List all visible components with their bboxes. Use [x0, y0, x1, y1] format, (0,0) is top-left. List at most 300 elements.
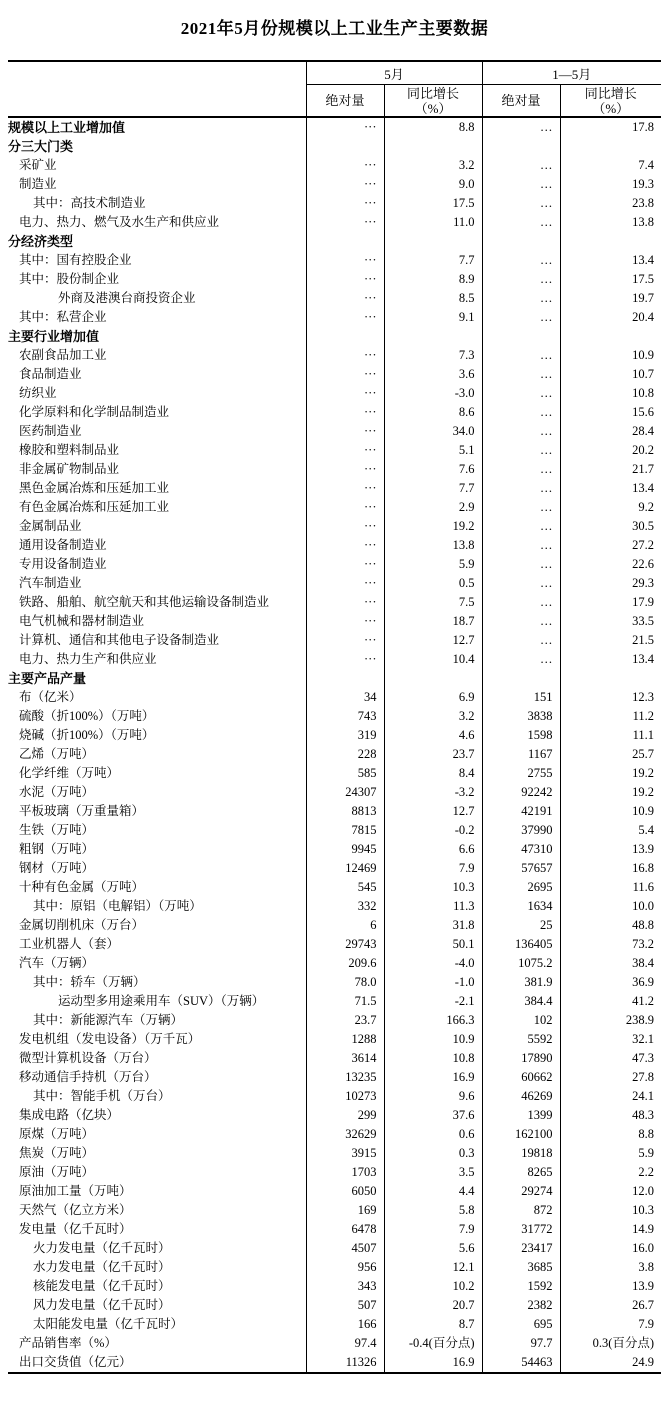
row-label: 其中：新能源汽车（万辆） [33, 1013, 184, 1027]
row-label: 乙烯（万吨） [19, 747, 95, 761]
table-row [8, 593, 661, 612]
cum-growth-value: 17.8 [560, 117, 661, 137]
may-absolute-value: ··· [306, 498, 384, 517]
may-absolute-value: 34 [306, 688, 384, 707]
may-growth-value: 3.6 [384, 365, 482, 384]
cum-absolute-value: … [482, 403, 560, 422]
may-growth-value: 5.8 [384, 1201, 482, 1220]
may-growth-value: 9.1 [384, 308, 482, 327]
cum-absolute-value: 57657 [482, 859, 560, 878]
row-label: 粗钢（万吨） [19, 842, 95, 856]
table-row [8, 517, 661, 536]
cum-absolute-value: … [482, 289, 560, 308]
cum-absolute-value: 23417 [482, 1239, 560, 1258]
cum-absolute-value: … [482, 517, 560, 536]
table-row [8, 1258, 661, 1277]
may-absolute-value: ··· [306, 479, 384, 498]
may-growth-value: 13.8 [384, 536, 482, 555]
cum-growth-value: 48.3 [560, 1106, 661, 1125]
cum-absolute-value: 97.7 [482, 1334, 560, 1353]
cum-absolute-value: 1075.2 [482, 954, 560, 973]
row-label: 天然气（亿立方米） [19, 1203, 132, 1217]
may-absolute-value: ··· [306, 308, 384, 327]
may-absolute-value: 71.5 [306, 992, 384, 1011]
cum-absolute-value: 31772 [482, 1220, 560, 1239]
cum-growth-value: 10.7 [560, 365, 661, 384]
may-absolute-value: 332 [306, 897, 384, 916]
row-label: 化学原料和化学制品制造业 [19, 405, 170, 419]
row-label: 电气机械和器材制造业 [19, 614, 145, 628]
may-growth-value: 0.6 [384, 1125, 482, 1144]
may-absolute-value: 29743 [306, 935, 384, 954]
row-label: 金属制品业 [19, 519, 82, 533]
cum-absolute-value: … [482, 574, 560, 593]
cum-growth-value: 14.9 [560, 1220, 661, 1239]
cum-absolute-value: 1399 [482, 1106, 560, 1125]
cum-growth-value: 29.3 [560, 574, 661, 593]
row-label: 其中：私营企业 [19, 310, 107, 324]
row-label: 医药制造业 [19, 424, 82, 438]
table-header [8, 61, 661, 117]
row-label: 工业机器人（套） [19, 937, 120, 951]
row-label: 橡胶和塑料制品业 [19, 443, 120, 457]
table-row [8, 631, 661, 650]
may-growth-value [384, 327, 482, 346]
may-growth-value: 0.3 [384, 1144, 482, 1163]
cum-absolute-value [482, 137, 560, 156]
cum-growth-value: 47.3 [560, 1049, 661, 1068]
may-absolute-value: ··· [306, 631, 384, 650]
cum-absolute-value: … [482, 270, 560, 289]
may-absolute-value [306, 137, 384, 156]
table-row [8, 327, 661, 346]
may-growth-value: 9.0 [384, 175, 482, 194]
may-absolute-value: ··· [306, 403, 384, 422]
row-label: 专用设备制造业 [19, 557, 107, 571]
may-absolute-value: 3915 [306, 1144, 384, 1163]
may-growth-value: 12.7 [384, 802, 482, 821]
may-growth-value: 10.2 [384, 1277, 482, 1296]
cum-absolute-value: 695 [482, 1315, 560, 1334]
may-growth-value [384, 232, 482, 251]
row-label: 其中：高技术制造业 [33, 196, 146, 210]
table-row [8, 251, 661, 270]
may-growth-value: 10.8 [384, 1049, 482, 1068]
row-label: 平板玻璃（万重量箱） [19, 804, 145, 818]
may-absolute-value: 9945 [306, 840, 384, 859]
cum-absolute-value: 29274 [482, 1182, 560, 1201]
cum-absolute-value: … [482, 251, 560, 270]
cum-growth-value: 20.4 [560, 308, 661, 327]
cum-absolute-value: 2755 [482, 764, 560, 783]
header-growth-line2: （%） [414, 100, 452, 116]
cum-growth-value: 30.5 [560, 517, 661, 536]
cum-growth-value: 13.8 [560, 213, 661, 232]
table-row [8, 1068, 661, 1087]
cum-absolute-value: … [482, 175, 560, 194]
table-row [8, 403, 661, 422]
cum-absolute-value: … [482, 612, 560, 631]
cum-absolute-value: … [482, 308, 560, 327]
cum-absolute-value: 151 [482, 688, 560, 707]
may-growth-value: 11.0 [384, 213, 482, 232]
may-absolute-value: 24307 [306, 783, 384, 802]
table-row [8, 1144, 661, 1163]
cum-growth-value: 12.3 [560, 688, 661, 707]
table-row [8, 935, 661, 954]
table-row [8, 745, 661, 764]
table-row [8, 498, 661, 517]
cum-absolute-value: 46269 [482, 1087, 560, 1106]
may-absolute-value: ··· [306, 574, 384, 593]
cum-growth-value: 13.4 [560, 650, 661, 669]
cum-growth-value: 13.4 [560, 479, 661, 498]
cum-absolute-value: 5592 [482, 1030, 560, 1049]
table-row [8, 1220, 661, 1239]
table-row [8, 555, 661, 574]
table-row [8, 1182, 661, 1201]
header-may-growth [384, 85, 482, 118]
cum-growth-value: 21.5 [560, 631, 661, 650]
may-absolute-value: 1703 [306, 1163, 384, 1182]
may-absolute-value: 585 [306, 764, 384, 783]
may-absolute-value: 1288 [306, 1030, 384, 1049]
table-row [8, 574, 661, 593]
may-absolute-value: ··· [306, 384, 384, 403]
may-absolute-value: ··· [306, 612, 384, 631]
row-label: 制造业 [19, 177, 57, 191]
may-growth-value: 3.2 [384, 156, 482, 175]
may-absolute-value: ··· [306, 213, 384, 232]
cum-absolute-value: 384.4 [482, 992, 560, 1011]
may-growth-value [384, 669, 482, 688]
cum-absolute-value: … [482, 460, 560, 479]
may-absolute-value: 78.0 [306, 973, 384, 992]
cum-absolute-value: 1592 [482, 1277, 560, 1296]
cum-growth-value: 10.3 [560, 1201, 661, 1220]
cum-absolute-value: … [482, 384, 560, 403]
table-row [8, 156, 661, 175]
header-cum-absolute: 绝对量 [482, 85, 560, 118]
table-body [8, 117, 661, 1373]
table-row [8, 365, 661, 384]
table-row [8, 612, 661, 631]
table-row [8, 650, 661, 669]
header-corner-cell [8, 61, 306, 117]
cum-absolute-value: … [482, 536, 560, 555]
cum-growth-value: 22.6 [560, 555, 661, 574]
may-absolute-value: ··· [306, 422, 384, 441]
cum-growth-value: 24.1 [560, 1087, 661, 1106]
cum-absolute-value: 19818 [482, 1144, 560, 1163]
row-label: 通用设备制造业 [19, 538, 107, 552]
cum-absolute-value: 54463 [482, 1353, 560, 1373]
may-growth-value: 9.6 [384, 1087, 482, 1106]
may-absolute-value: ··· [306, 365, 384, 384]
may-growth-value: 8.8 [384, 117, 482, 137]
cum-absolute-value: 37990 [482, 821, 560, 840]
table-row [8, 137, 661, 156]
cum-growth-value: 27.2 [560, 536, 661, 555]
cum-absolute-value [482, 669, 560, 688]
row-label: 焦炭（万吨） [19, 1146, 95, 1160]
cum-absolute-value: … [482, 479, 560, 498]
cum-absolute-value: … [482, 156, 560, 175]
table-row [8, 821, 661, 840]
table-row [8, 1315, 661, 1334]
cum-absolute-value: 872 [482, 1201, 560, 1220]
cum-absolute-value: … [482, 555, 560, 574]
row-label: 微型计算机设备（万台） [19, 1051, 157, 1065]
may-absolute-value: ··· [306, 289, 384, 308]
may-absolute-value: 7815 [306, 821, 384, 840]
cum-absolute-value: … [482, 422, 560, 441]
table-row [8, 992, 661, 1011]
row-label: 生铁（万吨） [19, 823, 95, 837]
cum-absolute-value: 47310 [482, 840, 560, 859]
cum-growth-value: 11.2 [560, 707, 661, 726]
cum-growth-value: 19.2 [560, 783, 661, 802]
cum-absolute-value: … [482, 194, 560, 213]
may-absolute-value: 6050 [306, 1182, 384, 1201]
may-growth-value: 8.7 [384, 1315, 482, 1334]
table-row [8, 783, 661, 802]
may-growth-value [384, 137, 482, 156]
may-absolute-value [306, 232, 384, 251]
may-absolute-value: ··· [306, 346, 384, 365]
table-row [8, 536, 661, 555]
cum-growth-value: 20.2 [560, 441, 661, 460]
header-cum-growth [560, 85, 661, 118]
may-absolute-value: ··· [306, 536, 384, 555]
may-absolute-value: 209.6 [306, 954, 384, 973]
cum-absolute-value [482, 327, 560, 346]
table-row [8, 669, 661, 688]
may-absolute-value [306, 669, 384, 688]
row-label: 采矿业 [19, 158, 57, 172]
may-absolute-value: ··· [306, 517, 384, 536]
may-growth-value: 7.7 [384, 251, 482, 270]
may-absolute-value: 10273 [306, 1087, 384, 1106]
cum-growth-value: 16.8 [560, 859, 661, 878]
cum-absolute-value: 381.9 [482, 973, 560, 992]
cum-growth-value: 19.3 [560, 175, 661, 194]
cum-absolute-value: 1167 [482, 745, 560, 764]
cum-growth-value: 73.2 [560, 935, 661, 954]
may-absolute-value: 12469 [306, 859, 384, 878]
may-growth-value: 8.4 [384, 764, 482, 783]
may-growth-value: 5.6 [384, 1239, 482, 1258]
may-absolute-value: ··· [306, 194, 384, 213]
may-absolute-value: 97.4 [306, 1334, 384, 1353]
may-absolute-value: 8813 [306, 802, 384, 821]
cum-growth-value: 7.9 [560, 1315, 661, 1334]
cum-absolute-value: … [482, 631, 560, 650]
row-label: 钢材（万吨） [19, 861, 95, 875]
may-absolute-value: 545 [306, 878, 384, 897]
row-label: 火力发电量（亿千瓦时） [33, 1241, 171, 1255]
cum-absolute-value: … [482, 650, 560, 669]
table-row [8, 289, 661, 308]
row-label: 发电机组（发电设备）（万千瓦） [19, 1032, 201, 1046]
table-row [8, 859, 661, 878]
page-title: 2021年5月份规模以上工业生产主要数据 [180, 19, 489, 38]
cum-absolute-value: … [482, 498, 560, 517]
cum-growth-value: 11.6 [560, 878, 661, 897]
row-label: 其中：国有控股企业 [19, 253, 132, 267]
cum-growth-value: 17.5 [560, 270, 661, 289]
cum-absolute-value: … [482, 365, 560, 384]
table-row [8, 441, 661, 460]
cum-growth-value: 27.8 [560, 1068, 661, 1087]
may-growth-value: 5.1 [384, 441, 482, 460]
row-label: 产品销售率（%） [19, 1336, 117, 1350]
may-growth-value: 12.7 [384, 631, 482, 650]
cum-absolute-value: 1598 [482, 726, 560, 745]
cum-growth-value: 33.5 [560, 612, 661, 631]
row-label: 原油加工量（万吨） [19, 1184, 132, 1198]
cum-growth-value: 25.7 [560, 745, 661, 764]
row-label: 太阳能发电量（亿千瓦时） [33, 1317, 184, 1331]
cum-absolute-value: 136405 [482, 935, 560, 954]
may-absolute-value: ··· [306, 460, 384, 479]
table-row [8, 1049, 661, 1068]
row-label: 汽车（万辆） [19, 956, 95, 970]
row-label: 原油（万吨） [19, 1165, 95, 1179]
table-row [8, 726, 661, 745]
may-growth-value: -4.0 [384, 954, 482, 973]
may-absolute-value: 166 [306, 1315, 384, 1334]
cum-growth-value: 23.8 [560, 194, 661, 213]
table-row [8, 1201, 661, 1220]
row-label: 出口交货值（亿元） [19, 1355, 132, 1369]
may-absolute-value: ··· [306, 650, 384, 669]
cum-absolute-value [482, 232, 560, 251]
may-growth-value: 8.9 [384, 270, 482, 289]
cum-growth-value: 0.3(百分点) [560, 1334, 661, 1353]
row-label: 运动型多用途乘用车（SUV）（万辆） [58, 994, 265, 1008]
may-absolute-value: 6 [306, 916, 384, 935]
cum-growth-value: 2.2 [560, 1163, 661, 1182]
table-row [8, 460, 661, 479]
table-row [8, 1011, 661, 1030]
cum-absolute-value: 3838 [482, 707, 560, 726]
may-growth-value: 10.4 [384, 650, 482, 669]
cum-growth-value: 8.8 [560, 1125, 661, 1144]
cum-growth-value: 26.7 [560, 1296, 661, 1315]
table-row [8, 479, 661, 498]
header-may-absolute: 绝对量 [306, 85, 384, 118]
table-row [8, 384, 661, 403]
may-absolute-value: ··· [306, 117, 384, 137]
may-absolute-value: 743 [306, 707, 384, 726]
cum-growth-value: 15.6 [560, 403, 661, 422]
table-row [8, 1163, 661, 1182]
cum-growth-value: 13.9 [560, 840, 661, 859]
may-growth-value: 18.7 [384, 612, 482, 631]
may-absolute-value: 169 [306, 1201, 384, 1220]
row-label: 硫酸（折100%）（万吨） [19, 709, 155, 723]
cum-growth-value: 3.8 [560, 1258, 661, 1277]
may-growth-value: 11.3 [384, 897, 482, 916]
table-row [8, 194, 661, 213]
row-label: 移动通信手持机（万台） [19, 1070, 157, 1084]
cum-absolute-value: 92242 [482, 783, 560, 802]
may-absolute-value: 507 [306, 1296, 384, 1315]
table-row [8, 175, 661, 194]
cum-absolute-value: … [482, 441, 560, 460]
row-label: 计算机、通信和其他电子设备制造业 [19, 633, 220, 647]
may-growth-value: 31.8 [384, 916, 482, 935]
cum-growth-value: 5.4 [560, 821, 661, 840]
row-label: 风力发电量（亿千瓦时） [33, 1298, 171, 1312]
row-label: 纺织业 [19, 386, 57, 400]
table-row [8, 688, 661, 707]
row-label: 有色金属冶炼和压延加工业 [19, 500, 170, 514]
cum-absolute-value: 162100 [482, 1125, 560, 1144]
row-label: 分三大门类 [8, 139, 74, 154]
table-row [8, 422, 661, 441]
may-growth-value: 3.2 [384, 707, 482, 726]
may-absolute-value: ··· [306, 175, 384, 194]
cum-absolute-value: … [482, 593, 560, 612]
may-absolute-value: ··· [306, 156, 384, 175]
cum-absolute-value: 2695 [482, 878, 560, 897]
row-label: 电力、热力生产和供应业 [19, 652, 157, 666]
may-growth-value: 2.9 [384, 498, 482, 517]
may-growth-value: 3.5 [384, 1163, 482, 1182]
may-growth-value: -0.2 [384, 821, 482, 840]
cum-growth-value: 5.9 [560, 1144, 661, 1163]
may-growth-value: 10.3 [384, 878, 482, 897]
may-growth-value: 7.3 [384, 346, 482, 365]
may-growth-value: 6.9 [384, 688, 482, 707]
header-growth-line1: 同比增长 [584, 85, 637, 101]
may-growth-value: 19.2 [384, 517, 482, 536]
may-absolute-value: 3614 [306, 1049, 384, 1068]
may-growth-value: 8.5 [384, 289, 482, 308]
row-label: 水泥（万吨） [19, 785, 95, 799]
may-growth-value: -3.0 [384, 384, 482, 403]
industrial-production-table [8, 60, 661, 1374]
row-label: 其中：轿车（万辆） [33, 975, 146, 989]
table-row [8, 308, 661, 327]
may-growth-value: 4.6 [384, 726, 482, 745]
cum-absolute-value: 42191 [482, 802, 560, 821]
table-row [8, 1106, 661, 1125]
may-growth-value: 5.9 [384, 555, 482, 574]
header-group-may: 5月 [306, 61, 482, 85]
cum-growth-value [560, 232, 661, 251]
row-label: 外商及港澳台商投资企业 [58, 291, 196, 305]
cum-growth-value: 10.8 [560, 384, 661, 403]
table-row [8, 1239, 661, 1258]
row-label: 规模以上工业增加值 [8, 120, 126, 135]
table-row [8, 1087, 661, 1106]
cum-growth-value: 48.8 [560, 916, 661, 935]
cum-growth-value: 16.0 [560, 1239, 661, 1258]
cum-growth-value: 9.2 [560, 498, 661, 517]
may-absolute-value: 23.7 [306, 1011, 384, 1030]
may-absolute-value: 32629 [306, 1125, 384, 1144]
row-label: 黑色金属冶炼和压延加工业 [19, 481, 170, 495]
may-absolute-value: 228 [306, 745, 384, 764]
cum-absolute-value: 102 [482, 1011, 560, 1030]
may-growth-value: 12.1 [384, 1258, 482, 1277]
cum-growth-value: 7.4 [560, 156, 661, 175]
cum-absolute-value: … [482, 213, 560, 232]
cum-growth-value: 36.9 [560, 973, 661, 992]
